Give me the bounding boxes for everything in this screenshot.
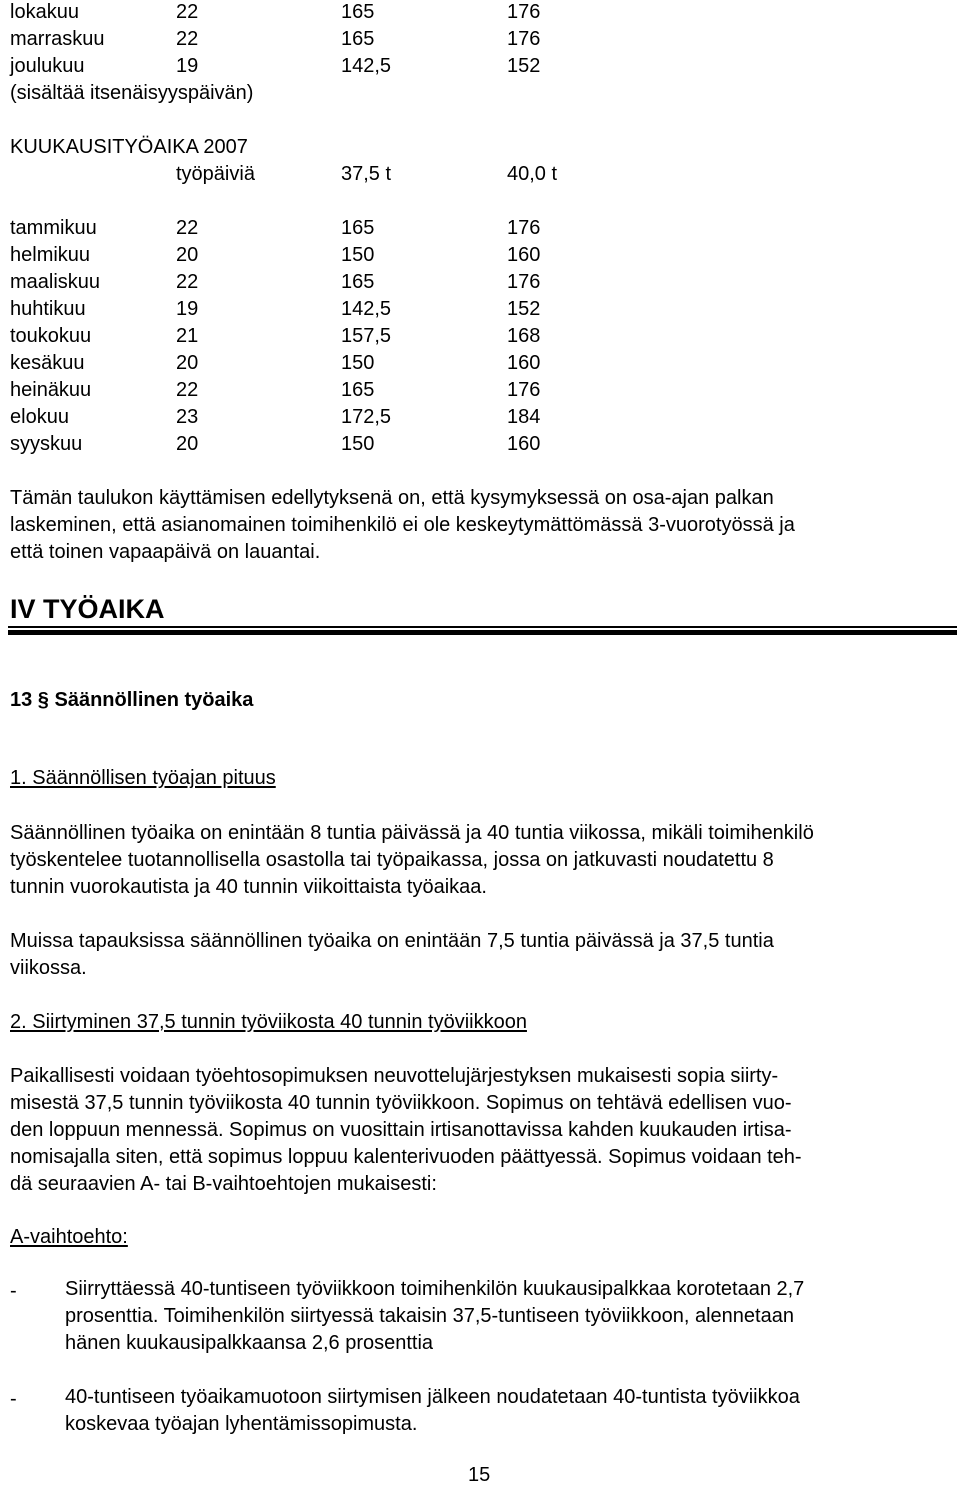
days-cell: 22 [176,1,199,23]
table-row [0,270,960,297]
para-line: Säännöllinen työaika on enintään 8 tuntia päivässä ja 40 tuntia viikossa, mikäli toimihenkilö [10,822,814,844]
month-cell: lokakuu [10,1,79,23]
chapter-rule-thin [8,626,957,628]
table-header-row [0,162,960,189]
subsection-2-para [10,1063,955,1198]
para-line: työskentelee tuotannollisella osastolla tai työpaikassa, jossa on jatkuvasti noudatettu 8 [10,849,774,871]
table-row [0,27,960,54]
hours-375-cell: 165 [341,271,375,293]
subsection-2-heading: 2. Siirtyminen 37,5 tunnin työviikosta 40 tunnin työviikkoon [10,1011,527,1033]
chapter-rule-thick [8,630,957,635]
days-cell: 20 [176,352,199,374]
hours-375-cell: 165 [341,217,375,239]
bullet-line: 40-tuntiseen työaikamuotoon siirtymisen jälkeen noudatetaan 40-tuntista työviikkoa [65,1386,800,1408]
hours-375-cell: 165 [341,379,375,401]
bullet-dash: - [10,1388,17,1410]
hours-375-cell: 172,5 [341,406,392,428]
note-line: että toinen vapaapäivä on lauantai. [10,541,321,563]
month-cell: heinäkuu [10,379,92,401]
bullet-line: hänen kuukausipalkkaansa 2,6 prosenttia [65,1332,434,1354]
hours-40-cell: 176 [507,1,541,23]
bullet-text [65,1384,955,1438]
hours-40-cell: 176 [507,217,541,239]
month-cell: joulukuu [10,55,85,77]
option-a-heading: A-vaihtoehto: [10,1226,128,1248]
hours-40-cell: 176 [507,379,541,401]
month-cell: kesäkuu [10,352,85,374]
month-cell: tammikuu [10,217,97,239]
para-line: viikossa. [10,957,87,979]
hours-375-cell: 165 [341,1,375,23]
table-row [0,243,960,270]
days-cell: 22 [176,379,199,401]
bullet-dash: - [10,1280,17,1302]
table-row [0,432,960,459]
para-line: nomisajalla siten, että sopimus loppuu kalenterivuoden päättyessä. Sopimus voidaan teh- [10,1146,802,1168]
days-cell: 22 [176,217,199,239]
hours-375-cell: 157,5 [341,325,392,347]
month-cell: helmikuu [10,244,91,266]
bullet-line: Siirryttäessä 40-tuntiseen työviikkoon toimihenkilön kuukausipalkkaa korotetaan 2,7 [65,1278,805,1300]
bullet-line: prosenttia. Toimihenkilön siirtyessä takaisin 37,5-tuntiseen työviikkoon, alennetaan [65,1305,794,1327]
days-cell: 21 [176,325,199,347]
month-cell: huhtikuu [10,298,86,320]
para-line: misestä 37,5 tunnin työviikosta 40 tunnin työviikkoon. Sopimus on tehtävä edellisen vuo- [10,1092,792,1114]
table-row [0,351,960,378]
hours-375-cell: 150 [341,352,375,374]
days-cell: 19 [176,55,199,77]
hours-375-cell: 165 [341,28,375,50]
table-usage-note [10,485,955,566]
subsection-1-heading: 1. Säännöllisen työajan pituus [10,767,276,789]
days-cell: 20 [176,433,199,455]
chapter-heading: IV TYÖAIKA [10,594,165,624]
para-line: tunnin vuorokautista ja 40 tunnin viikoittaista työaikaa. [10,876,487,898]
days-cell: 22 [176,271,199,293]
month-cell: toukokuu [10,325,92,347]
bullet-text [65,1276,955,1357]
table-row [0,0,960,27]
section-heading: 13 § Säännöllinen työaika [10,689,254,711]
para-line: Muissa tapauksissa säännöllinen työaika on enintään 7,5 tuntia päivässä ja 37,5 tuntia [10,930,774,952]
days-cell: 22 [176,28,199,50]
para-line: den loppuun mennessä. Sopimus on vuosittain irtisanottavissa kahden kuukauden irtisa- [10,1119,792,1141]
hours-40-cell: 160 [507,433,541,455]
table-title: KUUKAUSITYÖAIKA 2007 [10,136,248,158]
note-line: laskeminen, että asianomainen toimihenkilö ei ole keskeytymättömässä 3-vuorotyössä ja [10,514,795,536]
month-cell: maaliskuu [10,271,101,293]
table-row [0,54,960,81]
para-line: Paikallisesti voidaan työehtosopimuksen neuvottelujärjestyksen mukaisesti sopia siirty- [10,1065,779,1087]
hours-40-cell: 176 [507,28,541,50]
days-cell: 19 [176,298,199,320]
days-cell: 23 [176,406,199,428]
hours-40-cell: 152 [507,55,541,77]
subsection-1-para-1 [10,820,955,901]
table-row [0,405,960,432]
page-number: 15 [468,1464,491,1486]
table-row [0,297,960,324]
hours-40-cell: 184 [507,406,541,428]
note-line: Tämän taulukon käyttämisen edellytyksenä on, että kysymyksessä on osa-ajan palkan [10,487,774,509]
hours-40-cell: 176 [507,271,541,293]
table-note: (sisältää itsenäisyyspäivän) [10,82,254,104]
header-40: 40,0 t [507,163,558,185]
header-375: 37,5 t [341,163,392,185]
hours-40-cell: 160 [507,244,541,266]
hours-375-cell: 150 [341,433,375,455]
subsection-1-para-2 [10,928,955,982]
header-days: työpäiviä [176,163,255,185]
hours-40-cell: 152 [507,298,541,320]
month-cell: elokuu [10,406,69,428]
hours-40-cell: 168 [507,325,541,347]
hours-40-cell: 160 [507,352,541,374]
table-row [0,324,960,351]
month-cell: marraskuu [10,28,105,50]
hours-375-cell: 150 [341,244,375,266]
hours-375-cell: 142,5 [341,298,392,320]
table-row [0,378,960,405]
month-cell: syyskuu [10,433,83,455]
para-line: dä seuraavien A- tai B-vaihtoehtojen mukaisesti: [10,1173,437,1195]
hours-375-cell: 142,5 [341,55,392,77]
bullet-line: koskevaa työajan lyhentämissopimusta. [65,1413,418,1435]
days-cell: 20 [176,244,199,266]
table-row [0,216,960,243]
